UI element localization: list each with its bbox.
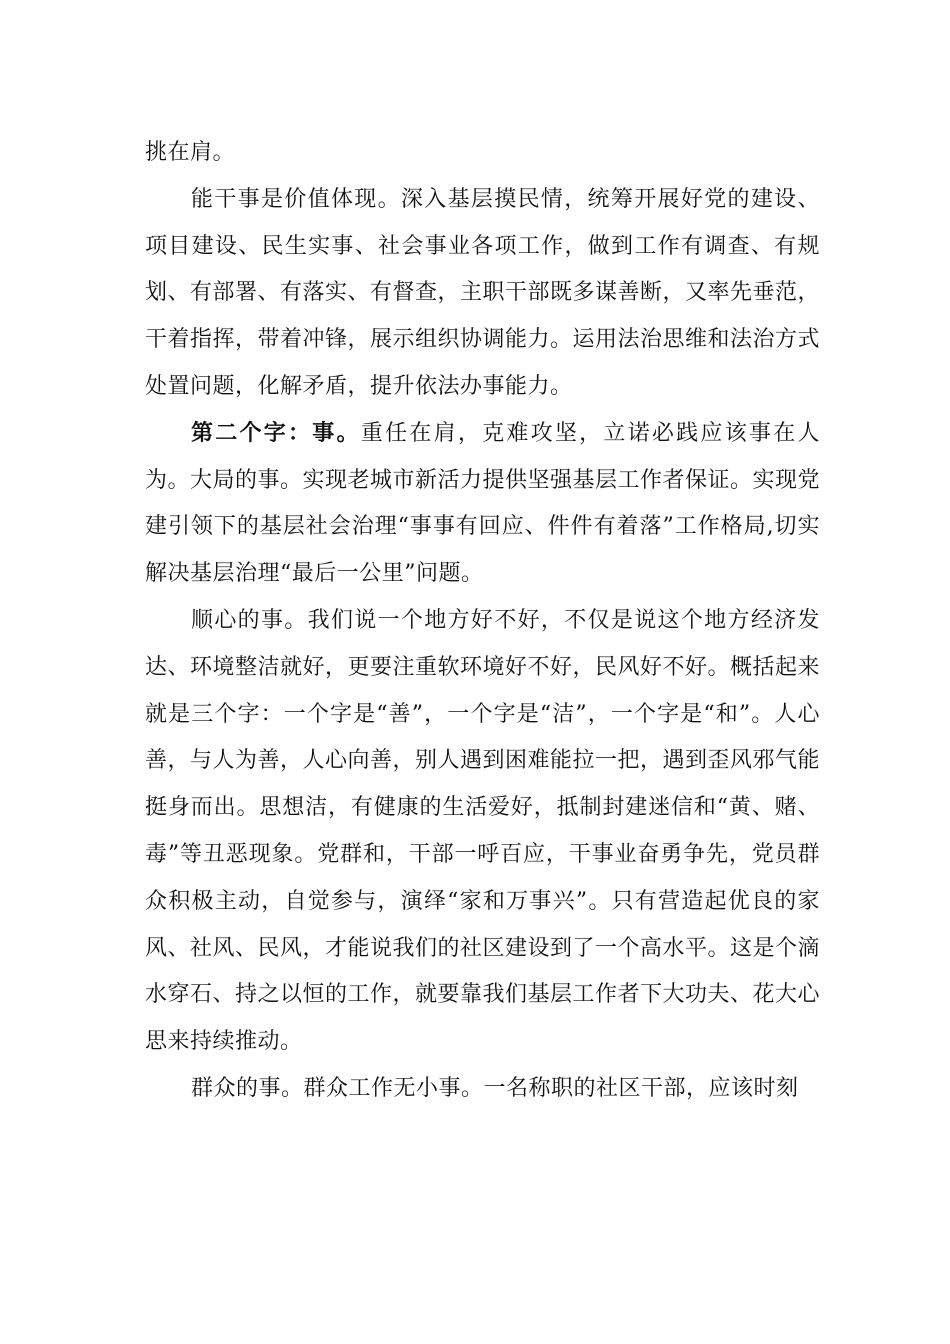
paragraph-3-text: 重任在肩，克难攻坚，立诺必践应该事在人为。大局的事。实现老城市新活力提供坚强基层工作者保证。实现党建引领下的基层社会治理“事事有回应、件件有着落”工作格局,切实解决基层治理“最后一公里”问题。 <box>145 420 821 587</box>
paragraph-4 <box>145 598 820 1066</box>
paragraph-4-text: 顺心的事。我们说一个地方好不好，不仅是说这个地方经济发达、环境整洁就好，更要注重软环境好不好，民风好不好。概括起来就是三个字：一个字是“善”，一个字是“洁”，一个字是“和”。人心善，与人为善，人心向善，别人遇到困难能拉一把，遇到歪风邪气能挺身而出。思想洁，有健康的生活爱好，抵制封建迷信和“黄、赌、毒”等丑恶现象。党群和，干部一呼百应，干事业奋勇争先，党员群众积极主动，自觉参与，演绎“家和万事兴”。只有营造起优良的家风、社风、民风，才能说我们的社区建设到了一个高水平。这是个滴水穿石、持之以恒的工作，就要靠我们基层工作者下大功夫、花大心思来持续推动。 <box>145 607 821 1055</box>
paragraph-5 <box>145 1066 820 1113</box>
paragraph-1-text: 挑在肩。 <box>145 140 236 165</box>
paragraph-3-lead-heading: 第二个字：事。 <box>191 420 361 446</box>
paragraph-5-text: 群众的事。群众工作无小事。一名称职的社区干部，应该时刻 <box>191 1075 799 1101</box>
paragraph-3 <box>145 411 820 598</box>
paragraph-1 <box>145 130 820 177</box>
paragraph-2 <box>145 177 820 411</box>
paragraph-2-text: 能干事是价值体现。深入基层摸民情，统筹开展好党的建设、项目建设、民生实事、社会事业各项工作，做到工作有调查、有规划、有部署、有落实、有督查，主职干部既多谋善断，又率先垂范，干着指挥，带着冲锋，展示组织协调能力。运用法治思维和法治方式处置问题，化解矛盾，提升依法办事能力。 <box>145 186 821 399</box>
